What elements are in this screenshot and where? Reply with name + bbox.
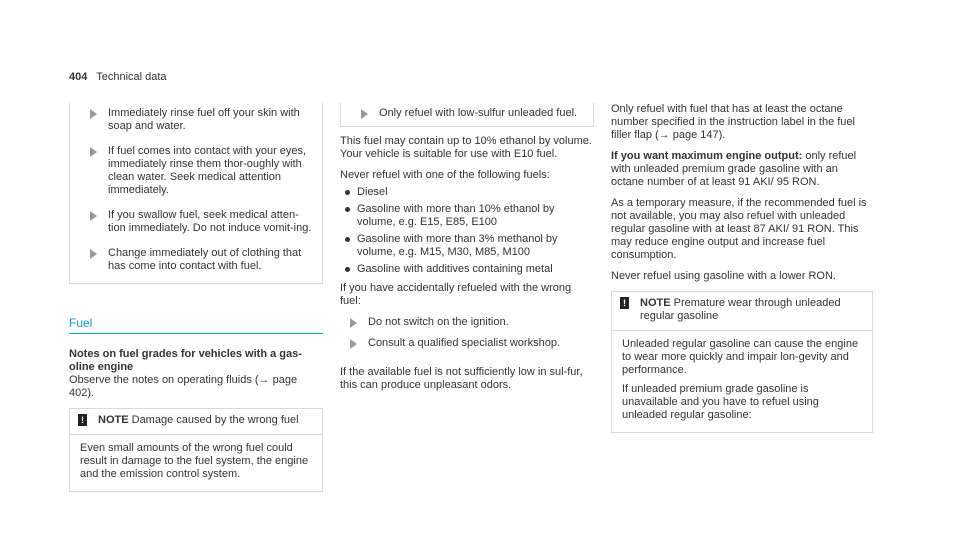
note-body: [70, 435, 322, 491]
bullet-icon: [345, 267, 350, 272]
step-item: Immediately rinse fuel off your skin with soap and water.: [80, 107, 312, 133]
step-arrow-icon: [350, 318, 357, 328]
note-header: [612, 292, 872, 331]
note-body-text: Unleaded regular gasoline can cause the engine to wear more quickly and impair lon-gevity and performance.: [622, 338, 859, 376]
max-output-paragraph: If you want maximum engine output: only refuel with unleaded premium grade gasoline with an octane number of at least 91 AKI/ 95 RON.: [611, 150, 857, 188]
list-item: Gasoline with more than 10% ethanol by volume, e.g. E15, E85, E100: [340, 203, 594, 229]
step-arrow-icon: [90, 249, 97, 259]
step-arrow-icon: [90, 147, 97, 157]
section-title-fuel: Fuel: [69, 317, 323, 334]
note-box-wrong-fuel: [69, 408, 323, 492]
note-body-text: If unleaded premium grade gasoline is unavailable and you have to refuel using unleaded regular gasoline:: [622, 383, 819, 421]
step-arrow-icon: [90, 109, 97, 119]
never-refuel-paragraph: Never refuel with one of the following fuels:: [340, 169, 550, 181]
note-label: NOTE: [98, 414, 129, 426]
sulfur-odor-paragraph: If the available fuel is not sufficiently low in sul-fur, this can produce unpleasant odors.: [340, 366, 583, 391]
note-body-text: Even small amounts of the wrong fuel could result in damage to the fuel system, the engine and the emission control system.: [80, 442, 309, 480]
step-item: Consult a qualified specialist workshop.: [340, 337, 594, 350]
wrong-fuel-paragraph: If you have accidentally refueled with the wrong fuel:: [340, 282, 572, 307]
column-middle: [340, 103, 594, 400]
column-right: [611, 103, 873, 433]
note-label: NOTE: [640, 297, 671, 309]
bullet-icon: [345, 207, 350, 212]
step-box-low-sulfur: [340, 103, 594, 127]
note-box-premature-wear: [611, 291, 873, 433]
step-arrow-icon: [361, 109, 368, 119]
step-item: If fuel comes into contact with your eyes, immediately rinse them thor-oughly with clean water. Seek medical attention immediately.: [80, 145, 312, 197]
note-title: Damage caused by the wrong fuel: [131, 414, 299, 426]
temporary-measure-paragraph: As a temporary measure, if the recommended fuel is not available, you may also refuel with unleaded regular gasoline with at least 87 AKI/ 91 RON. This may reduce engine output and increase fuel consumption.: [611, 197, 867, 261]
warning-exclamation-icon: !: [78, 414, 87, 426]
bullet-icon: [345, 237, 350, 242]
note-header: [70, 409, 322, 435]
ethanol-paragraph: This fuel may contain up to 10% ethanol by volume. Your vehicle is suitable for use with E10 fuel.: [340, 135, 592, 160]
step-item: Change immediately out of clothing that has come into contact with fuel.: [80, 247, 312, 273]
observe-text: Observe the notes on operating fluids (→ page 402).: [69, 374, 298, 399]
bullet-icon: [345, 190, 350, 195]
forbidden-fuels-list: [340, 186, 594, 276]
warning-exclamation-icon: !: [620, 297, 629, 309]
note-title: Premature wear through unleaded regular gasoline: [640, 297, 841, 322]
column-left: [69, 103, 323, 492]
list-item: Gasoline with additives containing metal: [340, 263, 594, 276]
step-item: If you swallow fuel, seek medical atten-tion immediately. Do not induce vomit-ing.: [80, 209, 312, 235]
step-item: Only refuel with low-sulfur unleaded fuel.: [351, 107, 583, 120]
step-arrow-icon: [90, 211, 97, 221]
list-item: Gasoline with more than 3% methanol by volume, e.g. M15, M30, M85, M100: [340, 233, 594, 259]
note-body: [612, 331, 872, 432]
page-number: 404: [69, 71, 88, 83]
octane-paragraph: Only refuel with fuel that has at least the octane number specified in the instruction label in the fuel filler flap (→ page 147).: [611, 103, 855, 141]
page-section-title: Technical data: [96, 71, 167, 83]
list-item: Diesel: [340, 186, 594, 199]
notes-heading: Notes on fuel grades for vehicles with a gas-oline engine: [69, 348, 302, 373]
step-arrow-icon: [350, 339, 357, 349]
steps-box: [69, 103, 323, 284]
step-item: Do not switch on the ignition.: [340, 316, 594, 329]
page-header: [69, 71, 167, 83]
lower-ron-paragraph: Never refuel using gasoline with a lower RON.: [611, 270, 836, 282]
